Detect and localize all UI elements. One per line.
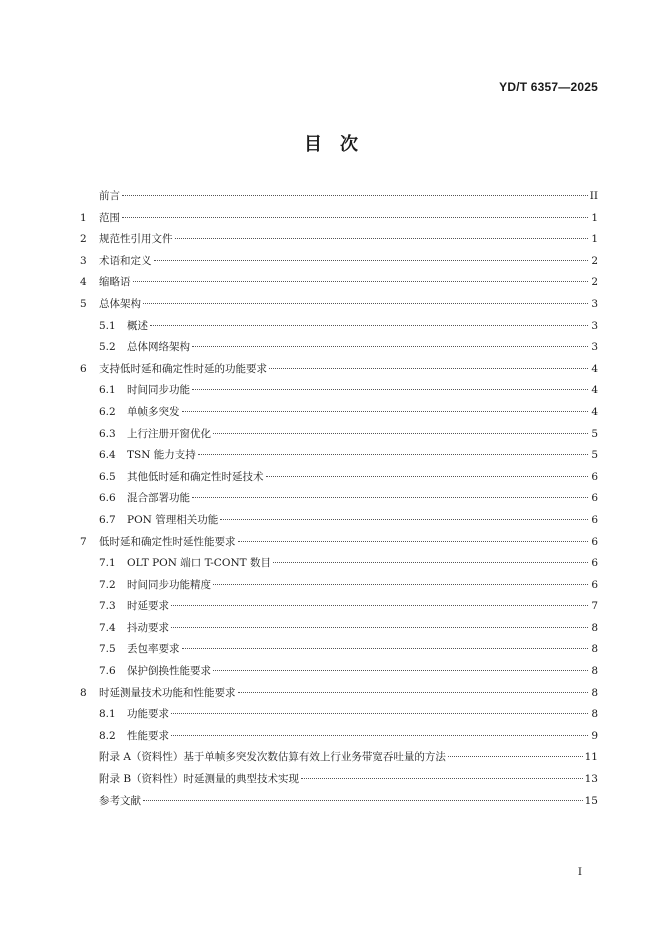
toc-entry-page: 7 xyxy=(591,600,598,613)
toc-entry[interactable] xyxy=(80,598,598,620)
toc-dot-leader xyxy=(198,454,588,455)
toc-entry-number: 7 xyxy=(80,535,87,548)
toc-dot-leader xyxy=(171,627,588,628)
toc-entry-title: 范围 xyxy=(99,211,120,224)
toc-entry-page: 8 xyxy=(591,643,598,656)
toc-dot-leader xyxy=(213,433,588,434)
toc-entry-title: TSN 能力支持 xyxy=(127,449,196,462)
toc-dot-leader xyxy=(273,562,588,563)
toc-entry-page: 6 xyxy=(591,513,598,526)
toc-entry-number: 5.1 xyxy=(99,319,116,332)
toc-entry[interactable] xyxy=(80,577,598,599)
toc-entry-number: 8 xyxy=(80,686,87,699)
toc-entry-title: 上行注册开窗优化 xyxy=(127,427,211,440)
toc-dot-leader xyxy=(143,800,583,801)
toc-entry-page: 1 xyxy=(591,211,598,224)
toc-entry-number: 6.1 xyxy=(99,384,116,397)
toc-entry[interactable] xyxy=(80,685,598,707)
toc-entry-number: 7.4 xyxy=(99,621,116,634)
toc-entry-number: 7.6 xyxy=(99,665,116,678)
toc-entry-number: 7.2 xyxy=(99,578,116,591)
toc-entry-title: 时延测量技术功能和性能要求 xyxy=(99,686,236,699)
toc-dot-leader xyxy=(301,778,583,779)
toc-dot-leader xyxy=(182,648,589,649)
toc-entry[interactable] xyxy=(80,793,598,815)
toc-entry-title: PON 管理相关功能 xyxy=(127,513,219,526)
toc-dot-leader xyxy=(122,217,588,218)
toc-entry[interactable] xyxy=(80,771,598,793)
toc-entry[interactable] xyxy=(80,749,598,771)
toc-entry-number: 8.1 xyxy=(99,708,116,721)
toc-entry-page: 1 xyxy=(591,233,598,246)
toc-dot-leader xyxy=(171,605,588,606)
toc-entry-number: 6.5 xyxy=(99,470,116,483)
toc-entry[interactable] xyxy=(80,706,598,728)
toc-entry-page: 6 xyxy=(591,535,598,548)
toc-entry-title: 丢包率要求 xyxy=(127,643,180,656)
toc-entry[interactable] xyxy=(80,534,598,556)
toc-entry-number: 1 xyxy=(80,211,87,224)
toc-entry-page: 4 xyxy=(591,384,598,397)
toc-entry-number: 6.4 xyxy=(99,449,116,462)
toc-entry-number: 5.2 xyxy=(99,341,116,354)
toc-entry-title: 低时延和确定性时延性能要求 xyxy=(99,535,236,548)
toc-dot-leader xyxy=(133,281,589,282)
toc-entry-page: 8 xyxy=(591,686,598,699)
toc-dot-leader xyxy=(238,541,589,542)
toc-entry-page: 9 xyxy=(591,729,598,742)
toc-entry[interactable] xyxy=(80,641,598,663)
toc-entry-page: 8 xyxy=(591,708,598,721)
toc-dot-leader xyxy=(192,389,588,390)
toc-entry-number: 7.3 xyxy=(99,600,116,613)
toc-dot-leader xyxy=(171,735,588,736)
toc-entry[interactable] xyxy=(80,469,598,491)
toc-dot-leader xyxy=(238,692,589,693)
toc-entry[interactable] xyxy=(80,361,598,383)
toc-entry-number: 6.7 xyxy=(99,513,116,526)
toc-entry-page: 11 xyxy=(584,751,598,764)
toc-entry-title: 抖动要求 xyxy=(127,621,169,634)
toc-entry-page: 6 xyxy=(591,578,598,591)
toc-entry[interactable] xyxy=(80,512,598,534)
toc-entry-number: 6 xyxy=(80,362,87,375)
toc-entry-title: 保护倒换性能要求 xyxy=(127,665,211,678)
toc-entry[interactable] xyxy=(80,231,598,253)
toc-dot-leader xyxy=(213,670,588,671)
toc-entry-title: 时间同步功能 xyxy=(127,384,190,397)
toc-entry-page: 4 xyxy=(591,362,598,375)
toc-entry-page: 6 xyxy=(591,470,598,483)
toc-entry-title: 术语和定义 xyxy=(99,254,152,267)
toc-dot-leader xyxy=(269,368,588,369)
table-of-contents xyxy=(80,188,598,814)
toc-entry-page: 3 xyxy=(591,297,598,310)
toc-dot-leader xyxy=(182,411,589,412)
toc-entry-number: 6.2 xyxy=(99,405,116,418)
toc-dot-leader xyxy=(266,476,589,477)
toc-entry-title: 功能要求 xyxy=(127,708,169,721)
toc-entry[interactable] xyxy=(80,555,598,577)
toc-entry[interactable] xyxy=(80,210,598,232)
toc-dot-leader xyxy=(143,303,588,304)
toc-entry-page: 6 xyxy=(591,557,598,570)
page-number: I xyxy=(577,866,582,878)
toc-entry-number: 6.6 xyxy=(99,492,116,505)
toc-entry-title: OLT PON 端口 T-CONT 数目 xyxy=(127,557,271,570)
toc-entry-title: 缩略语 xyxy=(99,276,131,289)
document-code: YD/T 6357—2025 xyxy=(499,80,598,94)
toc-entry[interactable] xyxy=(80,382,598,404)
toc-entry-page: 8 xyxy=(591,621,598,634)
toc-entry-number: 5 xyxy=(80,297,87,310)
toc-entry-page: 5 xyxy=(591,427,598,440)
toc-entry-number: 4 xyxy=(80,276,87,289)
toc-entry[interactable] xyxy=(80,296,598,318)
toc-entry-title: 附录 A（资料性）基于单帧多突发次数估算有效上行业务带宽吞吐量的方法 xyxy=(99,751,446,764)
toc-entry[interactable] xyxy=(80,339,598,361)
toc-entry-page: II xyxy=(589,190,598,202)
toc-entry-page: 13 xyxy=(584,773,598,786)
toc-dot-leader xyxy=(171,713,588,714)
toc-dot-leader xyxy=(220,519,588,520)
toc-entry-title: 混合部署功能 xyxy=(127,492,190,505)
toc-dot-leader xyxy=(213,584,588,585)
toc-entry-title: 其他低时延和确定性时延技术 xyxy=(127,470,264,483)
toc-entry[interactable] xyxy=(80,318,598,340)
toc-entry-number: 7.1 xyxy=(99,557,116,570)
toc-entry-number: 7.5 xyxy=(99,643,116,656)
toc-entry[interactable] xyxy=(80,490,598,512)
toc-entry-title: 支持低时延和确定性时延的功能要求 xyxy=(99,362,267,375)
toc-entry[interactable] xyxy=(80,426,598,448)
toc-entry-title: 参考文献 xyxy=(99,794,141,807)
toc-dot-leader xyxy=(175,238,589,239)
toc-entry-title: 性能要求 xyxy=(127,729,169,742)
toc-entry[interactable] xyxy=(80,663,598,685)
toc-entry-page: 4 xyxy=(591,405,598,418)
toc-entry-title: 时间同步功能精度 xyxy=(127,578,211,591)
toc-entry-page: 15 xyxy=(584,794,598,807)
toc-entry-title: 概述 xyxy=(127,319,148,332)
toc-dot-leader xyxy=(192,497,588,498)
page-title: 目 次 xyxy=(304,134,358,155)
toc-entry-title: 总体网络架构 xyxy=(127,341,190,354)
toc-entry-title: 附录 B（资料性）时延测量的典型技术实现 xyxy=(99,773,300,786)
toc-entry-page: 2 xyxy=(591,276,598,289)
toc-entry-page: 5 xyxy=(591,449,598,462)
toc-entry[interactable] xyxy=(80,188,598,210)
toc-entry-number: 3 xyxy=(80,254,87,267)
toc-dot-leader xyxy=(448,756,583,757)
toc-entry-title: 规范性引用文件 xyxy=(99,233,173,246)
toc-entry-page: 6 xyxy=(591,492,598,505)
toc-entry-page: 3 xyxy=(591,319,598,332)
toc-entry-title: 前言 xyxy=(99,190,120,202)
toc-entry[interactable] xyxy=(80,404,598,426)
toc-dot-leader xyxy=(122,195,588,196)
toc-entry-number: 8.2 xyxy=(99,729,116,742)
toc-entry-number: 2 xyxy=(80,233,87,246)
toc-entry[interactable] xyxy=(80,253,598,275)
toc-entry-page: 3 xyxy=(591,341,598,354)
toc-entry-title: 时延要求 xyxy=(127,600,169,613)
toc-entry[interactable] xyxy=(80,447,598,469)
toc-dot-leader xyxy=(150,325,588,326)
toc-entry[interactable] xyxy=(80,728,598,750)
toc-entry-page: 8 xyxy=(591,665,598,678)
toc-entry[interactable] xyxy=(80,274,598,296)
toc-entry-number: 6.3 xyxy=(99,427,116,440)
toc-entry[interactable] xyxy=(80,620,598,642)
toc-entry-title: 总体架构 xyxy=(99,297,141,310)
toc-entry-title: 单帧多突发 xyxy=(127,405,180,418)
toc-dot-leader xyxy=(192,346,588,347)
toc-entry-page: 2 xyxy=(591,254,598,267)
toc-dot-leader xyxy=(154,260,589,261)
